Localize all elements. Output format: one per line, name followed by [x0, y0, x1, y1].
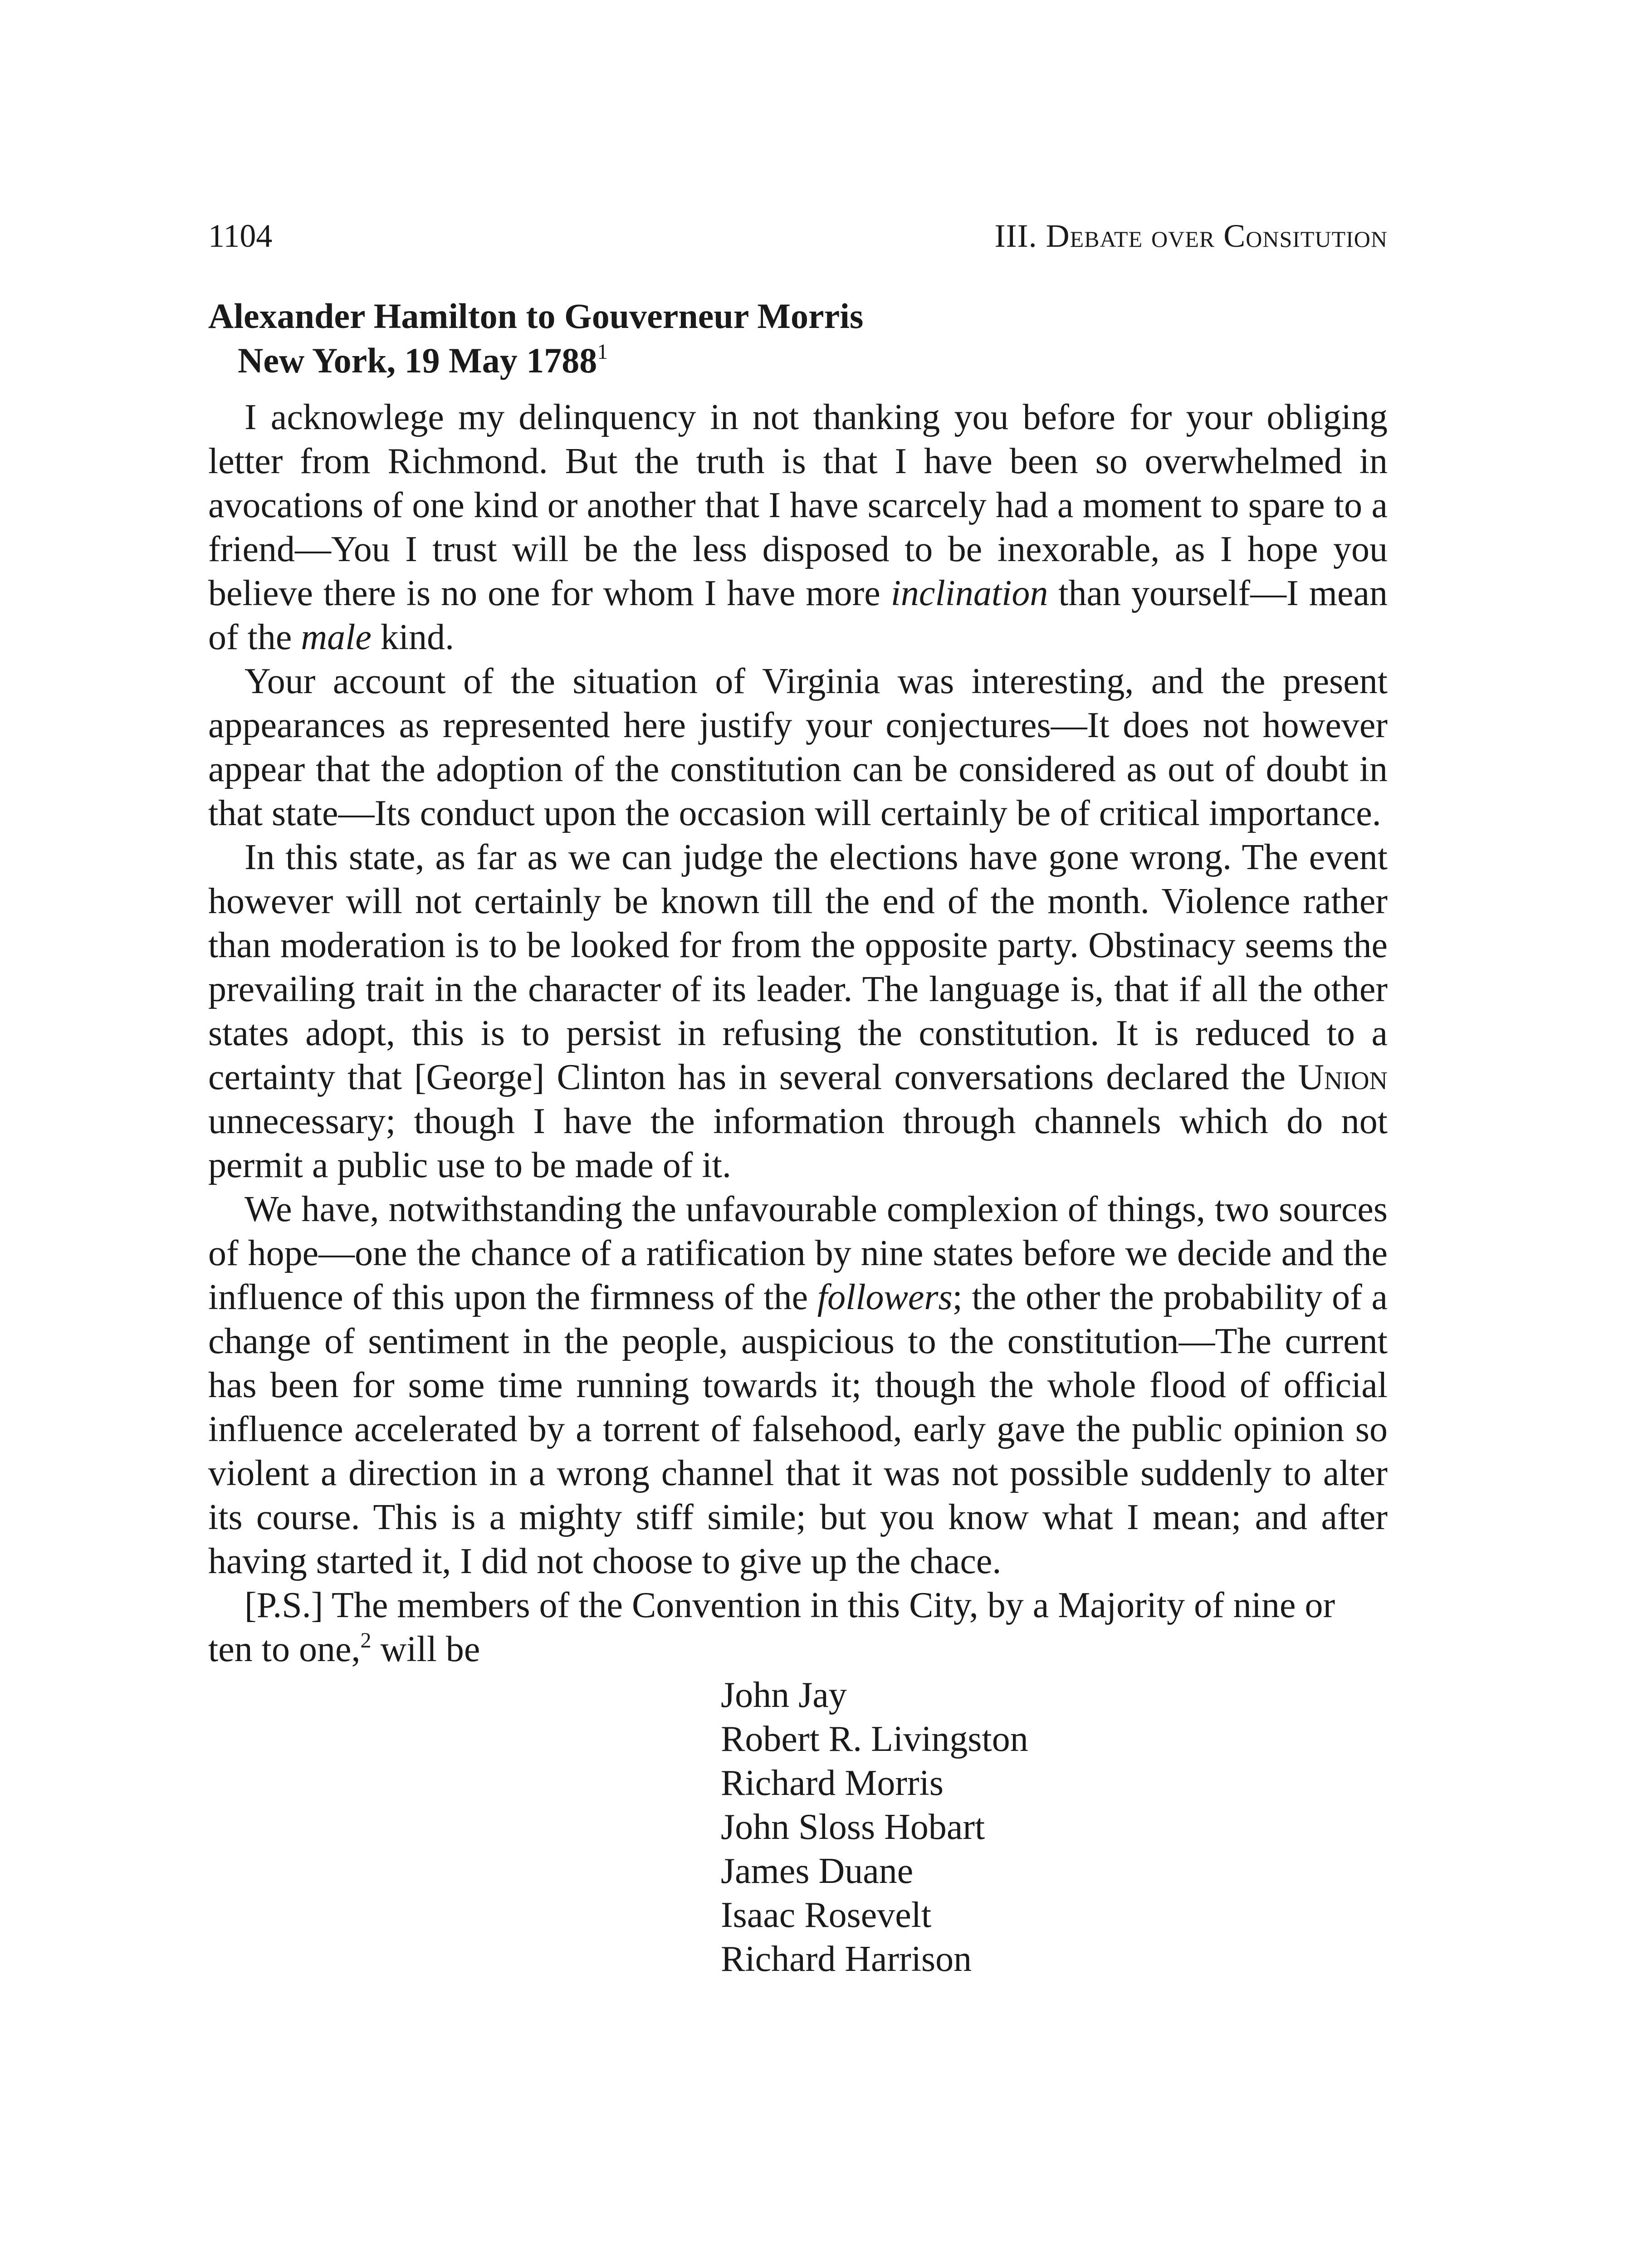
paragraph-4-text-a: We have, notwithstanding the unfavourable complexion of things, two sources of hope—one the chance of a ratification by nine states before we decide and the influence of this upon the firmness of the — [208, 1189, 1388, 1317]
signatory: James Duane — [721, 1851, 914, 1891]
paragraph-1-text-a: I acknowlege my delinquency in not thanking you before for your obliging letter from Richmond. But the truth is that I have been so overwhelmed in avocations of one kind or another that I have scarcely had a moment to spare to a friend—You I trust will be the less disposed to be inexorable, as I hope you believe there is no one for whom I have more — [208, 397, 1388, 613]
emphasis-male: male — [301, 617, 372, 657]
paragraph-3-text-b: unnecessary; though I have the information through channels which do not permit a public use to be made of it. — [208, 1101, 1388, 1185]
postscript-text-a: [P.S.] The members of the Convention in this City, by a Majority of nine or ten to one, — [208, 1585, 1335, 1669]
paragraph-4 — [208, 1188, 1388, 1584]
paragraph-1-text-c: kind. — [371, 617, 455, 657]
footnote-marker-2: 2 — [360, 1628, 372, 1652]
signatory: Richard Morris — [721, 1763, 944, 1803]
dateline-text: New York, 19 May 1788 — [238, 341, 597, 380]
signatory: Richard Harrison — [721, 1939, 972, 1979]
letter-body — [208, 396, 1388, 1672]
paragraph-4-text-b: ; the other the probability of a change of sentiment in the people, auspicious to the constitution—The current has been for some time running towards it; though the whole flood of official influence accelerated by a torrent of falsehood, early gave the public opinion so violent a direction in a wrong channel that it was not possible suddenly to alter its course. This is a mighty stiff simile; but you know what I mean; and after having started it, I did not choose to give up the chace. — [208, 1277, 1388, 1581]
paragraph-1 — [208, 396, 1388, 660]
signatory: Robert R. Livingston — [721, 1719, 1028, 1759]
postscript-text-b: will be — [371, 1629, 480, 1669]
letter-dateline — [208, 338, 1388, 383]
letter-heading — [208, 294, 1388, 383]
small-caps-union: Union — [1298, 1057, 1388, 1097]
section-title: III. Debate over Consitution — [994, 218, 1388, 254]
paragraph-3 — [208, 836, 1388, 1188]
page-number: 1104 — [208, 218, 273, 254]
letter-title: Alexander Hamilton to Gouverneur Morris — [208, 296, 864, 336]
footnote-marker-1: 1 — [597, 340, 608, 364]
signatory-list — [208, 1673, 1388, 1981]
paragraph-2: Your account of the situation of Virginia was interesting, and the present appearances as represented here justify your conjectures—It does not however appear that the adoption of the constitution can be considered as out of doubt in that state—Its conduct upon the occasion will certainly be of critical importance. — [208, 661, 1388, 833]
emphasis-followers: followers — [817, 1277, 953, 1317]
signatory: John Jay — [721, 1675, 847, 1715]
signatory: John Sloss Hobart — [721, 1807, 985, 1847]
document-page — [208, 213, 1388, 1981]
paragraph-3-text-a: In this state, as far as we can judge the elections have gone wrong. The event however will not certainly be known till the end of the month. Violence rather than moderation is to be looked for from the opposite party. Obstinacy seems the prevailing trait in the character of its leader. The language is, that if all the other states adopt, this is to persist in refusing the constitution. It is reduced to a certainty that [George] Clinton has in several conversations declared the — [208, 837, 1388, 1097]
signatory: Isaac Rosevelt — [721, 1895, 932, 1935]
paragraph-postscript — [208, 1584, 1388, 1672]
running-head — [208, 213, 1388, 259]
emphasis-inclination: inclination — [890, 573, 1048, 613]
paragraph-1-text-b: than yourself—I mean of the — [208, 573, 1388, 657]
